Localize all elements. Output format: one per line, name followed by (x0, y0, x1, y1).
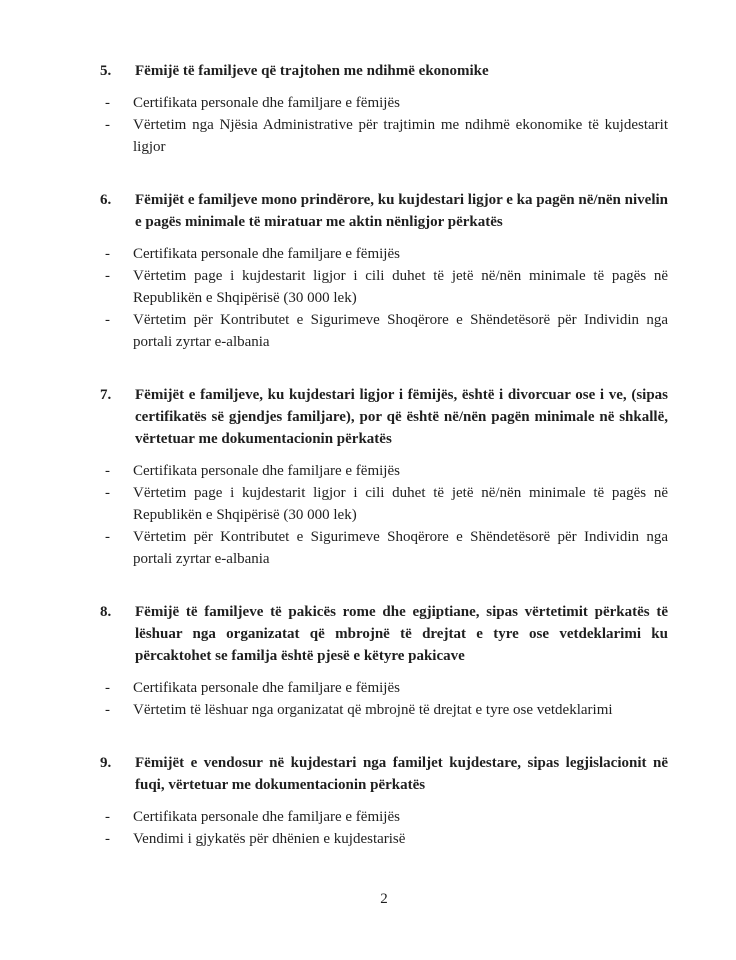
list-item (100, 114, 668, 158)
section-heading (100, 189, 668, 233)
list-item-marker: - (105, 702, 110, 718)
section-8 (100, 601, 668, 721)
list-item-marker: - (105, 529, 110, 545)
section-heading (100, 752, 668, 796)
section-number: 5. (100, 63, 112, 79)
section-item-list (100, 92, 668, 158)
section-title: Fëmijë të familjeve që trajtohen me ndihmë ekonomike (135, 63, 489, 79)
section-7 (100, 384, 668, 570)
section-title: Fëmijë të familjeve të pakicës rome dhe egjiptiane, sipas vërtetimit përkatës të lëshuar nga organizatat që mbrojnë të drejtat e tyre ose vetdeklarimi ku përcaktohet se familja është pjesë e këtyre pakicave (135, 604, 668, 664)
list-item-marker: - (105, 680, 110, 696)
list-item-text: Vërtetim page i kujdestarit ligjor i cili duhet të jetë në/nën minimale të pagës në Republikën e Shqipërisë (30 000 lek) (133, 268, 668, 306)
list-item-text: Vërtetim nga Njësia Administrative për trajtimin me ndihmë ekonomike të kujdestarit ligjor (133, 117, 668, 155)
list-item-text: Certifikata personale dhe familjare e fëmijës (133, 246, 400, 262)
list-item (100, 482, 668, 526)
section-item-list (100, 677, 668, 721)
list-item-text: Certifikata personale dhe familjare e fëmijës (133, 95, 400, 111)
list-item-marker: - (105, 809, 110, 825)
list-item-text: Vërtetim për Kontributet e Sigurimeve Shoqërore e Shëndetësorë për Individin nga portali zyrtar e-albania (133, 312, 668, 350)
list-item-marker: - (105, 463, 110, 479)
list-item-marker: - (105, 485, 110, 501)
section-item-list (100, 243, 668, 353)
section-number: 7. (100, 387, 112, 403)
list-item-marker: - (105, 268, 110, 284)
section-item-list (100, 460, 668, 570)
section-number: 8. (100, 604, 112, 620)
section-6 (100, 189, 668, 353)
list-item-text: Vërtetim të lëshuar nga organizatat që mbrojnë të drejtat e tyre ose vetdeklarimi (133, 702, 613, 718)
section-9 (100, 752, 668, 850)
list-item-marker: - (105, 117, 110, 133)
list-item (100, 828, 668, 850)
list-item-text: Certifikata personale dhe familjare e fëmijës (133, 463, 400, 479)
list-item (100, 699, 668, 721)
list-item (100, 806, 668, 828)
list-item (100, 460, 668, 482)
list-item-text: Vërtetim page i kujdestarit ligjor i cili duhet të jetë në/nën minimale të pagës në Republikën e Shqipërisë (30 000 lek) (133, 485, 668, 523)
list-item-marker: - (105, 312, 110, 328)
section-heading (100, 601, 668, 667)
section-number: 6. (100, 192, 112, 208)
section-title: Fëmijët e vendosur në kujdestari nga familjet kujdestare, sipas legjislacionit në fuqi, vërtetuar me dokumentacionin përkatës (135, 755, 668, 793)
page-number: 2 (380, 891, 388, 907)
list-item (100, 677, 668, 699)
section-5 (100, 60, 668, 158)
list-item (100, 243, 668, 265)
list-item-text: Certifikata personale dhe familjare e fëmijës (133, 680, 400, 696)
list-item-text: Vendimi i gjykatës për dhënien e kujdestarisë (133, 831, 406, 847)
list-item-marker: - (105, 831, 110, 847)
list-item-text: Certifikata personale dhe familjare e fëmijës (133, 809, 400, 825)
section-title: Fëmijët e familjeve mono prindërore, ku kujdestari ligjor e ka pagën në/nën nivelin e pagës minimale të miratuar me aktin nënligjor përkatës (135, 192, 668, 230)
list-item-text: Vërtetim për Kontributet e Sigurimeve Shoqërore e Shëndetësorë për Individin nga portali zyrtar e-albania (133, 529, 668, 567)
list-item-marker: - (105, 95, 110, 111)
list-item (100, 526, 668, 570)
section-number: 9. (100, 755, 112, 771)
list-item-marker: - (105, 246, 110, 262)
section-item-list (100, 806, 668, 850)
section-heading (100, 384, 668, 450)
section-title: Fëmijët e familjeve, ku kujdestari ligjor i fëmijës, është i divorcuar ose i ve, (sipas certifikatës së gjendjes familjare), por që është në/nën pagën minimale në shkallë, vërtetuar me dokumentacionin përkatës (135, 387, 668, 447)
list-item (100, 265, 668, 309)
list-item (100, 309, 668, 353)
list-item (100, 92, 668, 114)
section-heading (100, 60, 668, 82)
